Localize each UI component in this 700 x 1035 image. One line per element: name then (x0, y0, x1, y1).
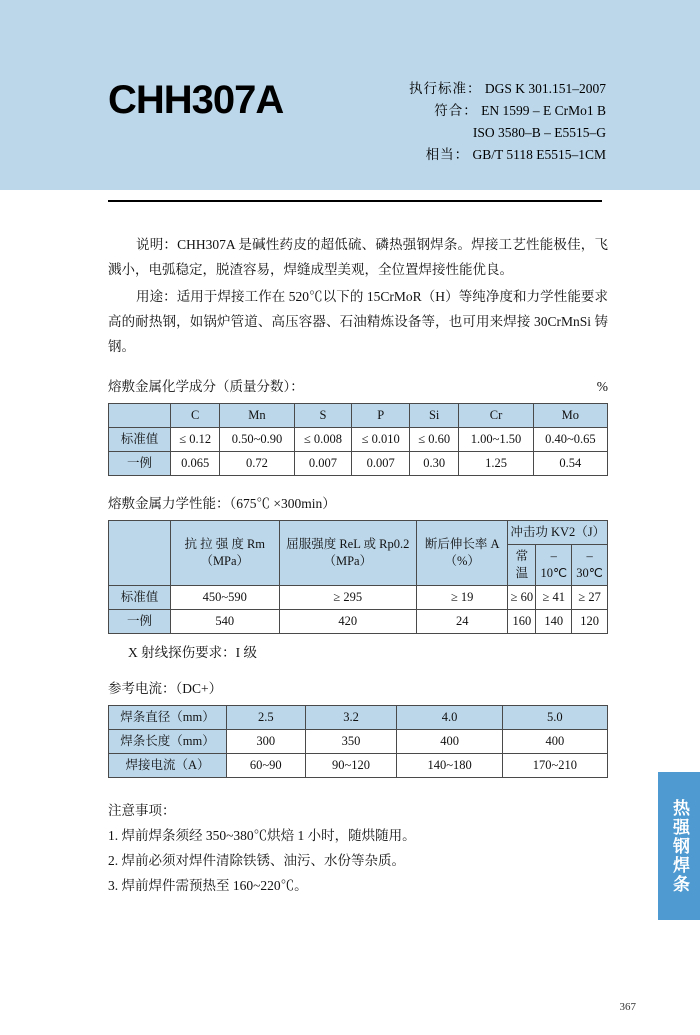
current-cell: 400 (397, 730, 502, 754)
mechanical-properties-table (108, 520, 608, 634)
chem-col-6: Cr (459, 404, 533, 428)
current-cell: 350 (305, 730, 397, 754)
chem-cell: 0.30 (410, 452, 459, 476)
chem-cell: 1.25 (459, 452, 533, 476)
chem-cell: 0.007 (352, 452, 410, 476)
side-tab-label: 热强钢焊条 (670, 798, 689, 894)
standard-label: 相当： (425, 147, 470, 162)
chem-cell: ≤ 0.60 (410, 428, 459, 452)
note-item: 2. 焊前必须对焊件清除铁锈、油污、水份等杂质。 (108, 853, 405, 868)
notes-title: 注意事项： (108, 803, 176, 818)
current-cell: 170~210 (502, 754, 607, 778)
usage-label: 用途： (136, 289, 177, 304)
chem-col-2: Mn (220, 404, 294, 428)
side-tab-category (658, 772, 700, 920)
chem-cell: ≤ 0.12 (171, 428, 220, 452)
chem-col-5: Si (410, 404, 459, 428)
chem-section-title (108, 377, 608, 397)
mech-title-text: 熔敷金属力学性能：（675℃ ×300min） (108, 496, 336, 511)
page-title: CHH307A (108, 78, 284, 122)
current-cell: 4.0 (397, 706, 502, 730)
mech-impact-sub-2: –30℃ (572, 545, 608, 586)
table-header-row (109, 404, 608, 428)
mech-impact-sub-0: 常温 (508, 545, 536, 586)
chem-cell: ≤ 0.010 (352, 428, 410, 452)
title-divider (108, 200, 602, 202)
chem-unit: % (596, 379, 608, 394)
standard-value: ISO 3580–B – E5515–G (472, 125, 606, 140)
chem-cell: 0.54 (533, 452, 607, 476)
chem-title-text: 熔敷金属化学成分（质量分数）： (108, 379, 304, 394)
chemical-composition-table (108, 403, 608, 476)
reference-current-table (108, 705, 608, 778)
standard-value: EN 1599 – E CrMo1 B (481, 103, 606, 118)
standard-value: GB/T 5118 E5515–1CM (472, 147, 606, 162)
table-row (109, 452, 608, 476)
usage-paragraph (108, 284, 608, 359)
chem-cell: 0.007 (294, 452, 352, 476)
mech-col-yield: 屈服强度 ReL 或 Rp0.2（MPa） (279, 521, 417, 586)
standard-label: 符合： (434, 103, 478, 118)
table-row (109, 706, 608, 730)
current-row-label: 焊条直径（mm） (109, 706, 227, 730)
current-cell: 60~90 (227, 754, 306, 778)
usage-text: 适用于焊接工作在 520℃以下的 15CrMoR（H）等纯净度和力学性能要求高的耐热钢，如锅炉管道、高压容器、石油精炼设备等，也可用来焊接 30CrMnSi 铸钢。 (108, 289, 608, 354)
mech-cell: 450~590 (171, 586, 280, 610)
chem-col-7: Mo (533, 404, 607, 428)
table-row (109, 730, 608, 754)
xray-requirement: X 射线探伤要求：I 级 (128, 645, 257, 660)
standard-row (409, 122, 606, 144)
mech-cell: ≥ 60 (508, 586, 536, 610)
chem-cell: 0.065 (171, 452, 220, 476)
table-row (109, 428, 608, 452)
description-label: 说明： (136, 237, 178, 252)
standard-label: 执行标准： (408, 81, 482, 96)
current-row-label: 焊条长度（mm） (109, 730, 227, 754)
current-row-label: 焊接电流（A） (109, 754, 227, 778)
chem-col-0 (109, 404, 171, 428)
current-cell: 400 (502, 730, 607, 754)
standard-row (409, 144, 606, 166)
mech-col-tensile: 抗 拉 强 度 Rm（MPa） (171, 521, 280, 586)
table-row (109, 610, 608, 634)
description-paragraph (108, 232, 608, 282)
standard-row (409, 78, 606, 100)
current-cell: 5.0 (502, 706, 607, 730)
mech-col-elongation: 断后伸长率 A（%） (417, 521, 508, 586)
mech-cell: 160 (508, 610, 536, 634)
mech-cell: ≥ 19 (417, 586, 508, 610)
document-content (108, 232, 608, 898)
chem-row-label: 标准值 (109, 428, 171, 452)
mech-row-label: 标准值 (109, 586, 171, 610)
chem-cell: ≤ 0.008 (294, 428, 352, 452)
mech-cell: ≥ 41 (536, 586, 572, 610)
mech-cell: 24 (417, 610, 508, 634)
mech-cell: 140 (536, 610, 572, 634)
chem-col-4: P (352, 404, 410, 428)
current-cell: 2.5 (227, 706, 306, 730)
mech-corner-cell (109, 521, 171, 586)
standard-row (409, 100, 606, 122)
standard-value: DGS K 301.151–2007 (484, 81, 606, 96)
mech-row-label: 一例 (109, 610, 171, 634)
current-cell: 300 (227, 730, 306, 754)
chem-col-3: S (294, 404, 352, 428)
current-cell: 90~120 (305, 754, 397, 778)
current-cell: 140~180 (397, 754, 502, 778)
chem-cell: 0.50~0.90 (220, 428, 294, 452)
notes-section (108, 798, 608, 898)
mech-cell: 420 (279, 610, 417, 634)
mech-cell: ≥ 27 (572, 586, 608, 610)
page-number: 367 (619, 1001, 636, 1013)
note-item: 1. 焊前焊条须经 350~380℃烘焙 1 小时，随烘随用。 (108, 828, 416, 843)
table-header-row (109, 521, 608, 545)
current-cell: 3.2 (305, 706, 397, 730)
mech-cell: ≥ 295 (279, 586, 417, 610)
mech-cell: 540 (171, 610, 280, 634)
mech-impact-sub-1: –10℃ (536, 545, 572, 586)
chem-col-1: C (171, 404, 220, 428)
mech-section-title (108, 494, 608, 514)
description-text: CHH307A 是碱性药皮的超低硫、磷热强钢焊条。焊接工艺性能极佳，飞溅小，电弧稳定，脱渣容易，焊缝成型美观，全位置焊接性能优良。 (108, 237, 608, 277)
current-section-title (108, 679, 608, 699)
chem-cell: 1.00~1.50 (459, 428, 533, 452)
mech-cell: 120 (572, 610, 608, 634)
chem-cell: 0.72 (220, 452, 294, 476)
chem-cell: 0.40~0.65 (533, 428, 607, 452)
current-title-text: 参考电流：（DC+） (108, 681, 223, 696)
chem-row-label: 一例 (109, 452, 171, 476)
standards-block (409, 78, 606, 166)
table-row (109, 586, 608, 610)
table-row (109, 754, 608, 778)
note-item: 3. 焊前焊件需预热至 160~220℃。 (108, 878, 308, 893)
mech-col-impact: 冲击功 KV2（J） (508, 521, 608, 545)
